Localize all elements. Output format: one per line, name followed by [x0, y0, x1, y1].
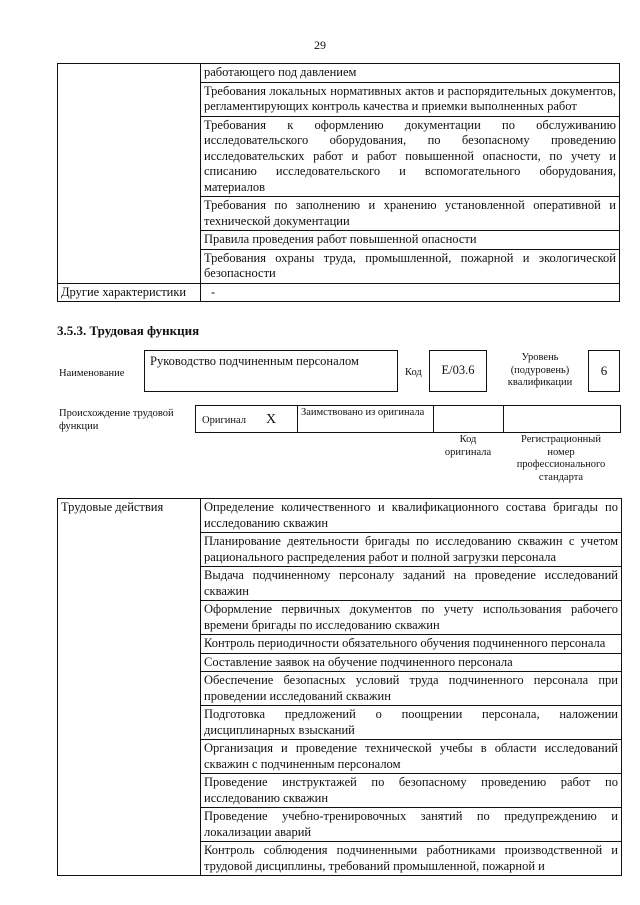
original-mark: X	[266, 412, 277, 427]
labor-action-row: Контроль периодичности обязательного обучения подчиненного персонала	[201, 635, 622, 654]
labor-action-row: Оформление первичных документов по учету использования рабочего времени бригады по исследованию скважин	[201, 601, 622, 635]
divider	[503, 406, 504, 432]
requirement-row: работающего под давлением	[201, 64, 620, 83]
labor-actions-label: Трудовые действия	[58, 499, 201, 876]
requirement-row: Требования охраны труда, промышленной, пожарной и экологической безопасности	[201, 249, 620, 283]
other-characteristics-value: -	[201, 283, 620, 302]
labor-action-row: Проведение учебно-тренировочных занятий по предупреждению и локализации аварий	[201, 808, 622, 842]
labor-actions-table	[57, 498, 622, 876]
other-characteristics-label: Другие характеристики	[58, 283, 201, 302]
labor-action-row: Подготовка предложений о поощрении персонала, наложении дисциплинарных взысканий	[201, 706, 622, 740]
function-name: Руководство подчиненным персоналом	[150, 354, 359, 368]
labor-action-row: Обеспечение безопасных условий труда подчиненного персонала при проведении исследований скважин	[201, 672, 622, 706]
labor-action-row: Выдача подчиненному персоналу заданий на проведение исследований скважин	[201, 567, 622, 601]
divider	[433, 406, 434, 432]
name-label: Наименование	[59, 368, 125, 379]
requirement-row: Правила проведения работ повышенной опасности	[201, 231, 620, 250]
labor-action-row: Определение количественного и квалификационного состава бригады по исследованию скважин	[201, 499, 622, 533]
labor-action-row: Проведение инструктажей по безопасному проведению работ по исследованию скважин	[201, 774, 622, 808]
level-label: Уровень (подуровень) квалификации	[507, 352, 573, 388]
registration-number-caption: Регистрационный номер профессионального стандарта	[516, 434, 606, 483]
labor-action-row: Контроль соблюдения подчиненными работниками производственной и трудовой дисциплины, требований промышленной, пожарной и	[201, 842, 622, 876]
code-box	[429, 350, 487, 392]
borrowed-label: Заимствовано из оригинала	[301, 407, 425, 418]
origin-box	[195, 405, 621, 433]
requirements-label-cell	[58, 64, 201, 284]
original-label: Оригинал	[202, 415, 246, 426]
origin-label: Происхождение трудовой функции	[59, 408, 174, 432]
requirement-row: Требования к оформлению документации по обслуживанию исследовательского оборудования, по безопасному проведению исследовательских работ и работ повышенной опасности, по учету и списанию исследовательского и вспомогательного оборудования, материалов	[201, 116, 620, 197]
name-box	[144, 350, 398, 392]
divider	[297, 406, 298, 432]
labor-action-row: Планирование деятельности бригады по исследованию скважин с учетом рационального распределения работ и полной загрузки персонала	[201, 533, 622, 567]
section-title: 3.5.3. Трудовая функция	[57, 323, 200, 338]
code-value: E/03.6	[441, 363, 475, 377]
labor-action-row: Составление заявок на обучение подчиненного персонала	[201, 653, 622, 672]
requirement-row: Требования по заполнению и хранению установленной оперативной и технической документации	[201, 197, 620, 231]
labor-action-row: Организация и проведение технической учебы в области исследований скважин с подчиненным персоналом	[201, 740, 622, 774]
requirements-table-continued	[57, 63, 620, 302]
level-box	[588, 350, 620, 392]
requirement-row: Требования локальных нормативных актов и распорядительных документов, регламентирующих контроль качества и приемки выполненных работ	[201, 82, 620, 116]
code-label: Код	[405, 367, 422, 378]
page-number: 29	[314, 38, 326, 52]
original-code-caption: Код оригинала	[444, 434, 492, 458]
level-value: 6	[600, 363, 608, 378]
